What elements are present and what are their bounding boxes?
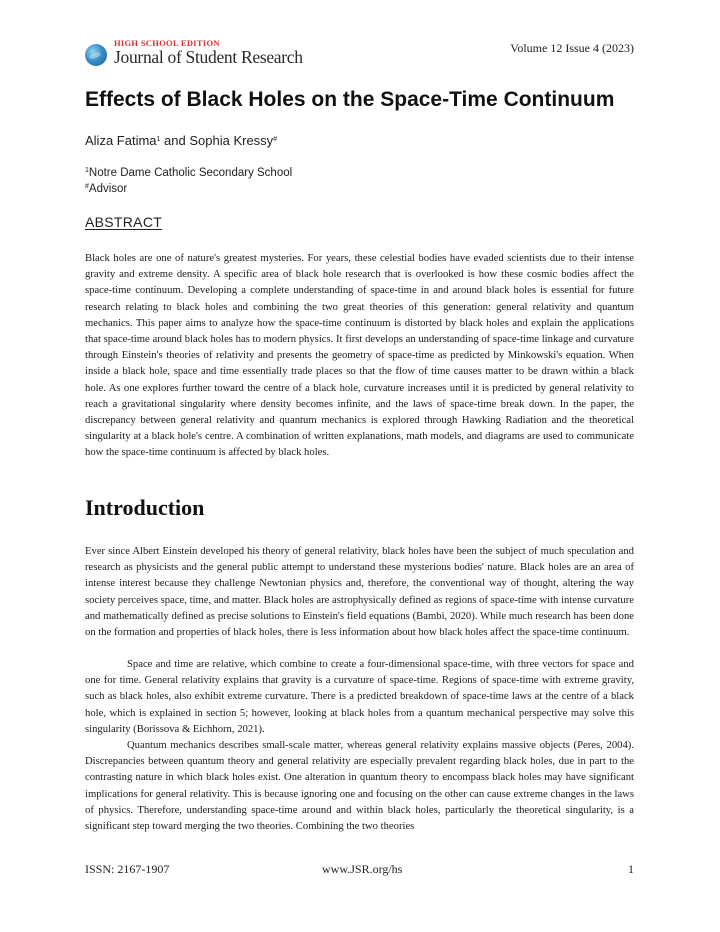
logo-edition-label: HIGH SCHOOL EDITION [114, 38, 220, 48]
author-separator: and [160, 133, 190, 148]
footer-issn: ISSN: 2167-1907 [85, 862, 170, 876]
affiliation-text: Notre Dame Catholic Secondary School [88, 167, 293, 179]
affiliation [85, 167, 292, 179]
affiliation-mark: 1 [85, 167, 89, 174]
body-paragraph: Space and time are relative, which combine to create a four-dimensional space-time, with three vectors for space and one for time. General relativity explains that gravity is a curvature of space-time. Regions of space-time with extreme gravity, such as black holes, also exhibit extreme curvature. There is a predicted breakdown of space-time laws at the centre of a black hole, which is explained in section 5; however, looking at black holes from a quantum mechanical perspective may solve this singularity (Borissova & Eichhorn, 2021). [85, 659, 634, 735]
journal-logo[interactable] [85, 36, 303, 70]
globe-icon [85, 44, 107, 66]
paper-title: Effects of Black Holes on the Space-Time Continuum [85, 88, 615, 111]
page-number: 1 [628, 862, 634, 876]
author-name: Aliza Fatima [85, 133, 157, 148]
volume-info: Volume 12 Issue 4 (2023) [510, 41, 634, 55]
abstract-paragraph: Black holes are one of nature's greatest mysteries. For years, these celestial bodies have evaded scientists due to their intense gravity and extreme density. A specific area of black hole research that is overlooked is how these cosmic bodies affect the space-time continuum. Developing a complete understanding of space-time in and around black holes is essential for future research relating to black holes and combining the two great theories of this generation: general relativity and quantum mechanics. This paper aims to analyze how the space-time continuum is distorted by black holes and explain the applications that space-time around black holes has to modern physics. It first develops an understanding of space-time linkage and curvature through Einstein's theories of relativity and presents the geometry of space-time as predicted by Minkowski's equation. When inside a black hole, space and time essentially trade places so that the flow of time causes matter to be drawn within a black hole. As one explores further toward the centre of a black hole, curvature increases until it is predicted by general relativity to reach a gravitational singularity where density becomes infinite, and the laws of space-time break down. In the paper, the discrepancy between general relativity and quantum mechanics is explored through Hawking Radiation and the theoretical singularity at a black hole's centre. A combination of written explanations, math models, and diagrams are used to communicate how the space-time continuum is affected by black holes. [85, 253, 634, 459]
affiliation-text: Advisor [88, 183, 128, 195]
introduction-heading: Introduction [85, 495, 205, 520]
body-paragraph: Quantum mechanics describes small-scale matter, whereas general relativity explains massive objects (Peres, 2004). Discrepancies between quantum theory and general relativity are especially prevalent regarding black holes, due in part to the contrasting nature in which black holes exist. One alteration in quantum theory to encompass black holes may have significant implications for general relativity. This is because ignoring one and focusing on the other can cause extreme changes in the laws of physics. Therefore, understanding space-time around and within black holes, particularly the theoretical singularity, is a significant step toward merging the two theories. Combining the two theories [85, 740, 634, 833]
author-line [85, 133, 277, 148]
body-paragraph: Ever since Albert Einstein developed his theory of general relativity, black holes have been the subject of much speculation and research as physicists and the general public attempt to understand these mysterious bodies' nature. Black holes are an area of intense interest because they challenge Newtonian physics and, therefore, the conventional way of thought, altering the way society perceives space, time, and matter. Black holes are astrophysically defined as regions of space-time with intense curvature and mathematically defined as precise solutions to Einstein's field equations (Bambi, 2020). While much research has been done on the formation and properties of black holes, there is less information about how black holes affect the space-time continuum. [85, 546, 634, 639]
affiliation-mark: # [85, 183, 89, 190]
author-affil-mark: # [273, 136, 278, 143]
logo-journal-title: Journal of Student Research [114, 47, 303, 67]
abstract-heading: ABSTRACT [85, 214, 163, 230]
author-affil-mark: 1 [156, 136, 161, 143]
affiliation [85, 183, 127, 195]
author-name: Sophia Kressy [189, 133, 274, 148]
footer-website-link[interactable]: www.JSR.org/hs [322, 862, 403, 876]
